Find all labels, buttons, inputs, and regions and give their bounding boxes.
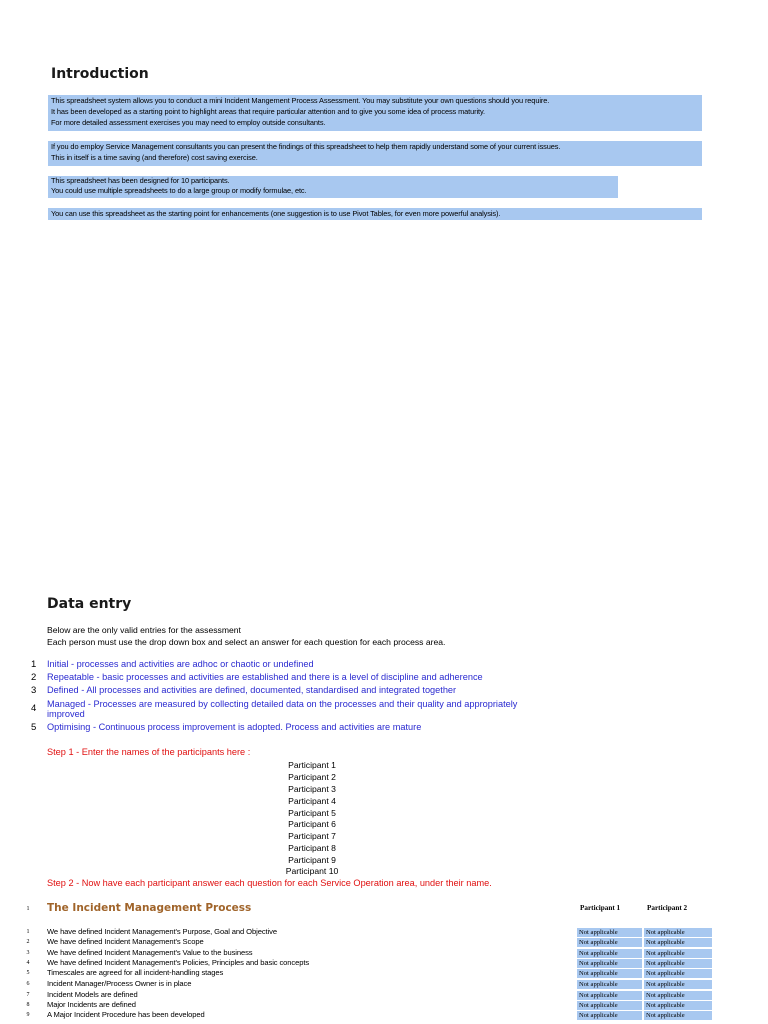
answer-dropdown-participant-1[interactable]: Not applicable: [577, 1011, 642, 1020]
answer-dropdown-participant-2[interactable]: Not applicable: [644, 928, 712, 937]
level-number: 2: [31, 672, 37, 683]
column-header-participant-2: Participant 2: [647, 904, 688, 912]
question-text: We have defined Incident Management's Scope: [47, 937, 204, 946]
answer-dropdown-participant-1[interactable]: Not applicable: [577, 991, 642, 1000]
question-text: A Major Incident Procedure has been developed: [47, 1010, 205, 1019]
data-entry-instruction-1: Below are the only valid entries for the assessment: [47, 625, 241, 635]
question-number: 9: [26, 1012, 30, 1018]
question-text: Major Incidents are defined: [47, 1000, 136, 1009]
level-description-continued: improved: [47, 709, 85, 719]
question-number: 2: [26, 939, 30, 945]
level-description: Managed - Processes are measured by collecting detailed data on the processes and their quality and appropriately: [47, 699, 518, 709]
participant-name-cell[interactable]: Participant 7: [288, 831, 336, 841]
answer-dropdown-participant-2[interactable]: Not applicable: [644, 1001, 712, 1010]
answer-dropdown-participant-2[interactable]: Not applicable: [644, 980, 712, 989]
answer-dropdown-participant-2[interactable]: Not applicable: [644, 991, 712, 1000]
level-description: Initial - processes and activities are adhoc or chaotic or undefined: [47, 659, 314, 669]
question-number: 8: [26, 1002, 30, 1008]
participant-name-cell[interactable]: Participant 8: [288, 843, 336, 853]
participant-name-cell[interactable]: Participant 5: [288, 808, 336, 818]
participant-name-cell[interactable]: Participant 6: [288, 819, 336, 829]
question-number: 7: [26, 992, 30, 998]
answer-dropdown-participant-1[interactable]: Not applicable: [577, 949, 642, 958]
answer-dropdown-participant-2[interactable]: Not applicable: [644, 1011, 712, 1020]
answer-dropdown-participant-1[interactable]: Not applicable: [577, 969, 642, 978]
level-description: Optimising - Continuous process improvement is adopted. Process and activities are mature: [47, 722, 422, 732]
level-number: 4: [31, 703, 37, 714]
participant-name-cell[interactable]: Participant 1: [288, 760, 336, 770]
participant-name-cell[interactable]: Participant 9: [288, 855, 336, 865]
question-text: We have defined Incident Management's Purpose, Goal and Objective: [47, 927, 277, 936]
section-number: 1: [26, 906, 30, 912]
intro-line: You can use this spreadsheet as the starting point for enhancements (one suggestion is to use Pivot Tables, for even more powerful analysis).: [51, 209, 501, 218]
question-text: Incident Manager/Process Owner is in place: [47, 979, 192, 988]
answer-dropdown-participant-1[interactable]: Not applicable: [577, 938, 642, 947]
answer-dropdown-participant-2[interactable]: Not applicable: [644, 969, 712, 978]
level-description: Repeatable - basic processes and activities are established and there is a level of discipline and adherence: [47, 672, 483, 682]
question-number: 1: [26, 929, 30, 935]
intro-band-2: [48, 141, 702, 166]
level-number: 1: [31, 659, 37, 670]
question-number: 3: [26, 950, 30, 956]
participant-name-cell[interactable]: Participant 10: [285, 866, 339, 876]
answer-dropdown-participant-2[interactable]: Not applicable: [644, 938, 712, 947]
step-2-instruction: Step 2 - Now have each participant answer each question for each Service Operation area, under their name.: [47, 878, 492, 888]
data-entry-instruction-2: Each person must use the drop down box and select an answer for each question for each process area.: [47, 637, 446, 647]
answer-dropdown-participant-2[interactable]: Not applicable: [644, 949, 712, 958]
introduction-title: Introduction: [51, 66, 149, 82]
answer-dropdown-participant-1[interactable]: Not applicable: [577, 928, 642, 937]
answer-dropdown-participant-1[interactable]: Not applicable: [577, 959, 642, 968]
intro-line: This spreadsheet has been designed for 10 participants.: [51, 176, 230, 185]
data-entry-title: Data entry: [47, 596, 132, 612]
column-header-participant-1: Participant 1: [580, 904, 621, 912]
intro-line: If you do employ Service Management consultants you can present the findings of this spreadsheet to help them rapidly understand some of your current issues.: [51, 142, 561, 151]
question-text: We have defined Incident Management's Value to the business: [47, 948, 253, 957]
intro-line: This in itself is a time saving (and therefore) cost saving exercise.: [51, 153, 258, 162]
intro-band-1: [48, 95, 702, 131]
intro-line: You could use multiple spreadsheets to do a large group or modify formulae, etc.: [51, 186, 307, 195]
participant-name-cell[interactable]: Participant 2: [288, 772, 336, 782]
answer-dropdown-participant-2[interactable]: Not applicable: [644, 959, 712, 968]
question-number: 5: [26, 970, 30, 976]
intro-band-3: [48, 176, 618, 198]
question-number: 6: [26, 981, 30, 987]
participant-name-cell[interactable]: Participant 3: [288, 784, 336, 794]
question-text: Timescales are agreed for all incident-handling stages: [47, 968, 224, 977]
intro-line: For more detailed assessment exercises you may need to employ outside consultants.: [51, 118, 326, 127]
level-number: 3: [31, 685, 37, 696]
intro-band-4: [48, 208, 702, 220]
intro-line: It has been developed as a starting point to highlight areas that require particular attention and to give you some idea of process maturity.: [51, 107, 485, 116]
question-text: Incident Models are defined: [47, 990, 138, 999]
participant-name-cell[interactable]: Participant 4: [288, 796, 336, 806]
answer-dropdown-participant-1[interactable]: Not applicable: [577, 1001, 642, 1010]
question-text: We have defined Incident Management's Policies, Principles and basic concepts: [47, 958, 310, 967]
question-number: 4: [26, 960, 30, 966]
level-number: 5: [31, 722, 37, 733]
step-1-instruction: Step 1 - Enter the names of the participants here :: [47, 747, 251, 757]
section-title: The Incident Management Process: [47, 902, 252, 914]
answer-dropdown-participant-1[interactable]: Not applicable: [577, 980, 642, 989]
intro-line: This spreadsheet system allows you to conduct a mini Incident Mangement Process Assessment. You may substitute your own questions should you require.: [51, 96, 550, 105]
level-description: Defined - All processes and activities are defined, documented, standardised and integrated together: [47, 685, 457, 695]
